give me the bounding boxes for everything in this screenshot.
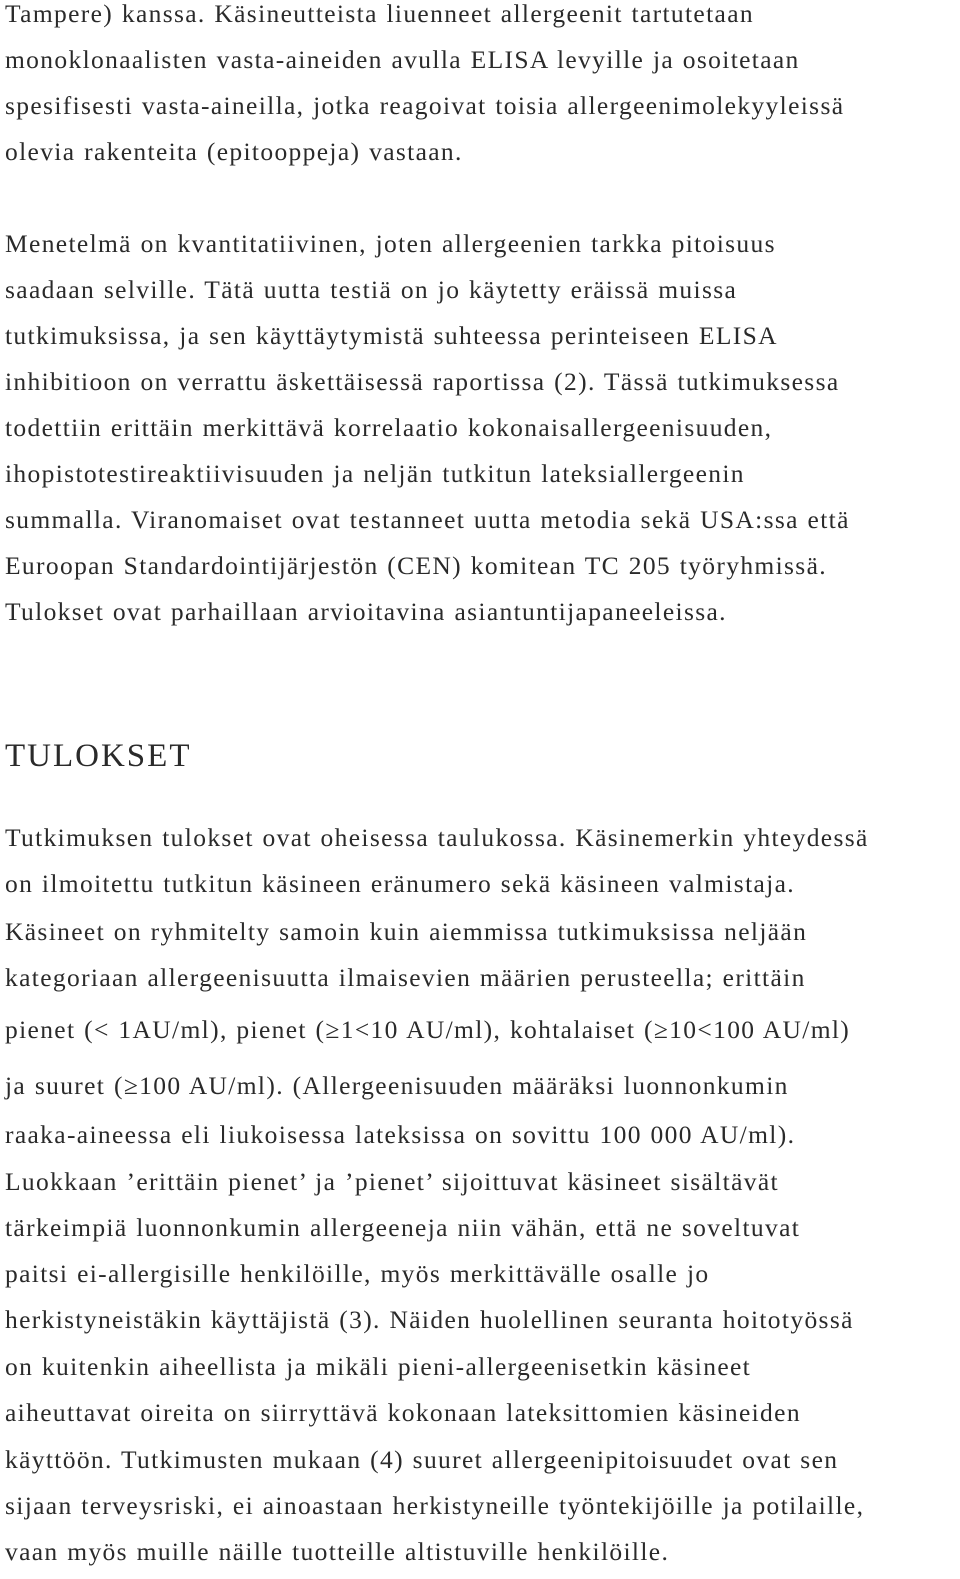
text-line: Tulokset ovat parhaillaan arvioitavina asiantuntijapaneeleissa.: [5, 597, 727, 626]
intro-paragraph: [5, 0, 960, 184]
text-line: Tampere) kanssa. Käsineutteista liuenneet allergeenit tartutetaan: [5, 0, 754, 28]
results-heading: TULOKSET: [5, 738, 192, 774]
text-line: tärkeimpiä luonnonkumin allergeeneja niin vähän, että ne soveltuvat: [5, 1213, 801, 1242]
text-line: saadaan selville. Tätä uutta testiä on jo käytetty eräissä muissa: [5, 275, 738, 304]
text-line: kategoriaan allergeenisuutta ilmaisevien määrien perusteella; erittäin: [5, 963, 806, 992]
text-line: raaka-aineessa eli liukoisessa lateksissa on sovittu 100 000 AU/ml).: [5, 1120, 796, 1149]
text-line: paitsi ei-allergisille henkilöille, myös merkittävälle osalle jo: [5, 1259, 710, 1288]
text-line: spesifisesti vasta-aineilla, jotka reagoivat toisia allergeenimolekyyleissä: [5, 91, 845, 120]
text-line: summalla. Viranomaiset ovat testanneet uutta metodia sekä USA:ssa että: [5, 505, 850, 534]
text-line: Käsineet on ryhmitelty samoin kuin aiemmissa tutkimuksissa neljään: [5, 917, 808, 946]
text-line: sijaan terveysriski, ei ainoastaan herkistyneille työntekijöille ja potilaille,: [5, 1491, 865, 1520]
text-line: ihopistotestireaktiivisuuden ja neljän tutkitun lateksiallergeenin: [5, 459, 745, 488]
text-line: Luokkaan ’erittäin pienet’ ja ’pienet’ sijoittuvat käsineet sisältävät: [5, 1167, 779, 1196]
text-line: herkistyneistäkin käyttäjistä (3). Näiden huolellinen seuranta hoitotyössä: [5, 1305, 854, 1334]
text-line: on ilmoitettu tutkitun käsineen eränumero sekä käsineen valmistaja.: [5, 869, 796, 898]
text-line: inhibitioon on verrattu äskettäisessä raportissa (2). Tässä tutkimuksessa: [5, 367, 840, 396]
text-line: pienet (< 1AU/ml), pienet (≥1<10 AU/ml), kohtalaiset (≥10<100 AU/ml): [5, 1015, 851, 1044]
text-line: vaan myös muille näille tuotteille altistuville henkilöille.: [5, 1537, 670, 1566]
text-line: ja suuret (≥100 AU/ml). (Allergeenisuuden määräksi luonnonkumin: [5, 1071, 789, 1100]
text-line: todettiin erittäin merkittävä korrelaatio kokonaisallergeenisuuden,: [5, 413, 773, 442]
text-line: käyttöön. Tutkimusten mukaan (4) suuret allergeenipitoisuudet ovat sen: [5, 1445, 839, 1474]
text-line: olevia rakenteita (epitooppeja) vastaan.: [5, 137, 463, 166]
text-line: aiheuttavat oireita on siirryttävä kokonaan lateksittomien käsineiden: [5, 1398, 801, 1427]
text-line: on kuitenkin aiheellista ja mikäli pieni-allergeenisetkin käsineet: [5, 1352, 752, 1381]
text-line: Euroopan Standardointijärjestön (CEN) komitean TC 205 työryhmissä.: [5, 551, 827, 580]
text-line: Menetelmä on kvantitatiivinen, joten allergeenien tarkka pitoisuus: [5, 229, 776, 258]
method-paragraph: [5, 230, 960, 644]
text-line: monoklonaalisten vasta-aineiden avulla ELISA levyille ja osoitetaan: [5, 45, 800, 74]
text-line: Tutkimuksen tulokset ovat oheisessa taulukossa. Käsinemerkin yhteydessä: [5, 823, 869, 852]
text-line: tutkimuksissa, ja sen käyttäytymistä suhteessa perinteiseen ELISA: [5, 321, 778, 350]
